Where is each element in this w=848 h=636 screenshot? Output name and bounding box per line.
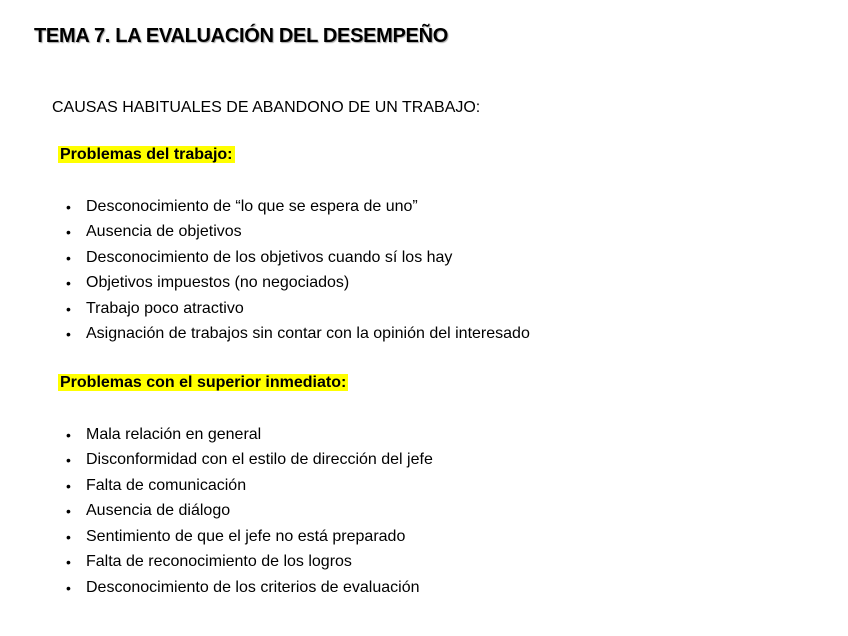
list-item-text: Asignación de trabajos sin contar con la opinión del interesado	[86, 325, 530, 343]
list-item	[64, 550, 433, 576]
list-item	[64, 194, 530, 220]
list-item-text: Ausencia de objetivos	[86, 223, 242, 241]
list-item-text: Trabajo poco atractivo	[86, 299, 244, 317]
list-item	[64, 245, 530, 271]
bullet-icon: •	[66, 528, 71, 545]
bullet-icon: •	[66, 224, 71, 241]
list-item-text: Objetivos impuestos (no negociados)	[86, 274, 350, 292]
bullet-icon: •	[66, 249, 71, 266]
list-item	[64, 575, 433, 601]
list-item-text: Falta de reconocimiento de los logros	[86, 553, 352, 571]
list-item-text: Desconocimiento de los objetivos cuando sí los hay	[86, 248, 453, 266]
list-item	[64, 322, 530, 348]
bullet-icon: •	[66, 477, 71, 494]
list-item	[64, 473, 433, 499]
list-item	[64, 296, 530, 322]
list-item-text: Disconformidad con el estilo de dirección del jefe	[86, 451, 433, 469]
list-item	[64, 220, 530, 246]
bullet-icon: •	[66, 426, 71, 443]
highlighted-heading-text: Problemas del trabajo:	[60, 146, 233, 163]
highlighted-heading-text: Problemas con el superior inmediato:	[60, 374, 347, 391]
list-item-text: Mala relación en general	[86, 425, 262, 443]
bullet-icon: •	[66, 300, 71, 317]
list-item-text: Falta de comunicación	[86, 476, 247, 494]
list-item	[64, 271, 530, 297]
section-heading-work-problems	[58, 144, 235, 166]
bullet-icon: •	[66, 198, 71, 215]
bullet-icon: •	[66, 579, 71, 596]
supervisor-problems-list	[64, 422, 433, 601]
section-heading-supervisor-problems	[58, 372, 348, 394]
page-title: TEMA 7. LA EVALUACIÓN DEL DESEMPEÑO	[34, 25, 448, 47]
list-item-text: Ausencia de diálogo	[86, 502, 231, 520]
bullet-icon: •	[66, 503, 71, 520]
list-item	[64, 499, 433, 525]
list-item	[64, 448, 433, 474]
bullet-icon: •	[66, 452, 71, 469]
work-problems-list	[64, 194, 530, 347]
subtitle: CAUSAS HABITUALES DE ABANDONO DE UN TRABAJO:	[52, 99, 481, 116]
bullet-icon: •	[66, 275, 71, 292]
list-item	[64, 422, 433, 448]
list-item-text: Sentimiento de que el jefe no está preparado	[86, 527, 406, 545]
list-item-text: Desconocimiento de “lo que se espera de uno”	[86, 197, 418, 215]
bullet-icon: •	[66, 326, 71, 343]
list-item	[64, 524, 433, 550]
bullet-icon: •	[66, 554, 71, 571]
list-item-text: Desconocimiento de los criterios de evaluación	[86, 578, 420, 596]
